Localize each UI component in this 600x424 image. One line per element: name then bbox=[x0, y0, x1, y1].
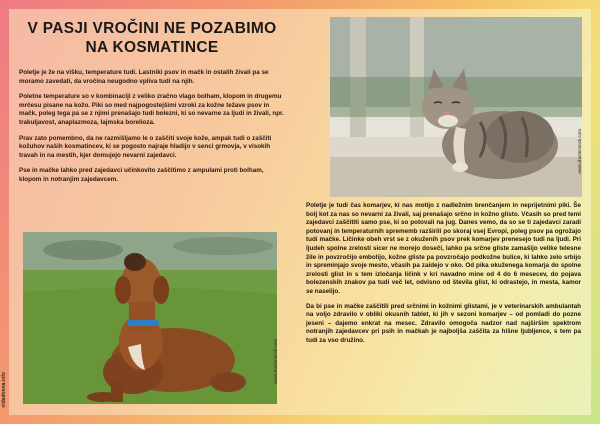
paragraph: Da bi pse in mačke zaščitili pred srčnimi in kožnimi glistami, je v veterinarskih ambulantah na voljo zdravilo v obliki okusnih tablet, ki jih v sezoni komarjev – od pomladi do pozne jeseni – dajemo enkrat na mesec. Zdravilo omogoča nadzor nad najširšim spektrom notranjih zajedavcev pri psih in mačkah je najboljša zaščita za hišne ljubljence, s tem pa tudi za vso družino. bbox=[306, 302, 581, 344]
intro-paragraph: Poletje je že na višku, temperature tudi. Lastniki psov in mačk in ostalih živali pa se moramo zavedati, da vročina neugodno vpliva tudi na njih. bbox=[19, 69, 269, 85]
article-title: V PASJI VROČINI NE POZABIMO NA KOSMATINCE bbox=[27, 20, 277, 56]
paragraph: Pse in mačke lahko pred zajedavci učinkovito zaščitimo z ampulami proti bolham, klopom in notranjim zajedavcem. bbox=[19, 167, 264, 183]
left-column-text bbox=[19, 69, 287, 192]
paragraph: Prav zato pomembno, da ne razmišljamo le o zaščiti svoje kože, ampak tudi o zaščiti kožuhov naših kosmatincev, ki se pogosto najraje hladijo v senci grmovja, v visokih travah in na mestih, kjer domujejo nevarni zajedavci. bbox=[19, 134, 272, 159]
site-credit: vidadonna.info bbox=[1, 372, 7, 408]
paragraph: Poletje je tudi čas komarjev, ki nas motijo z nadležnim brenčanjem in neprijetnimi piki. Še bolj kot za nas so nevarni za živali, saj prenašajo srčno in kožno glisto. Včasih so pred temi zajedavci zaščititi samo pse, ki so potovali na jug. Danes vemo, da so se ti zajedavci zaradi potovanj in temperaturnih sprememb razširili po skoraj vsej Evropi, poleg psov pa ogrožajo tudi mačke. Ličinke obeh vrst se z okuženih psov prek komarjev prenesejo tudi na ljudi. Pri ljudeh spolne zrelosti sicer ne morejo doseči, lahko pa srčne gliste zamašijo velike telesne žile in povzročijo embolijo, kožne gliste pa povzročajo podkožne bulice, ki lahko zelo srbijo in spreminjajo svoje mesto, včasih pa zaidejo v oko. Od pika okuženega komarja do spolne zrelosti glist in s tem izločanja ličink v kri navadno mine od 4 do 6 mesecev, do pojava bolezenskih znakov pa tudi več let, odvisno od števila glist, ki odrastejo, in mesta, kamor se naselijo. bbox=[306, 202, 581, 295]
right-column-text bbox=[306, 202, 581, 352]
paragraph: Poletne temperature so v kombinaciji z veliko zračno vlago bolham, klopom in drugemu mrčesu pisane na kožo. Piki so med najpogostejšimi vzroki za kožne težave psov in mačk, poleg tega pa se z njimi prenašajo tudi bolezni, ki so nevarne za ljudi in živali, npr. trakuljavost, anaplazmoza, lajmska borelioza. bbox=[19, 93, 284, 126]
dog-photo-credit: www.shutterstock.com bbox=[273, 339, 278, 384]
dog-illustration bbox=[23, 232, 277, 404]
cat-photo bbox=[330, 17, 582, 197]
dog-photo bbox=[23, 232, 277, 404]
cat-photo-credit: www.shutterstock.com bbox=[577, 129, 582, 174]
cat-illustration bbox=[330, 17, 582, 197]
article-page bbox=[9, 9, 591, 415]
